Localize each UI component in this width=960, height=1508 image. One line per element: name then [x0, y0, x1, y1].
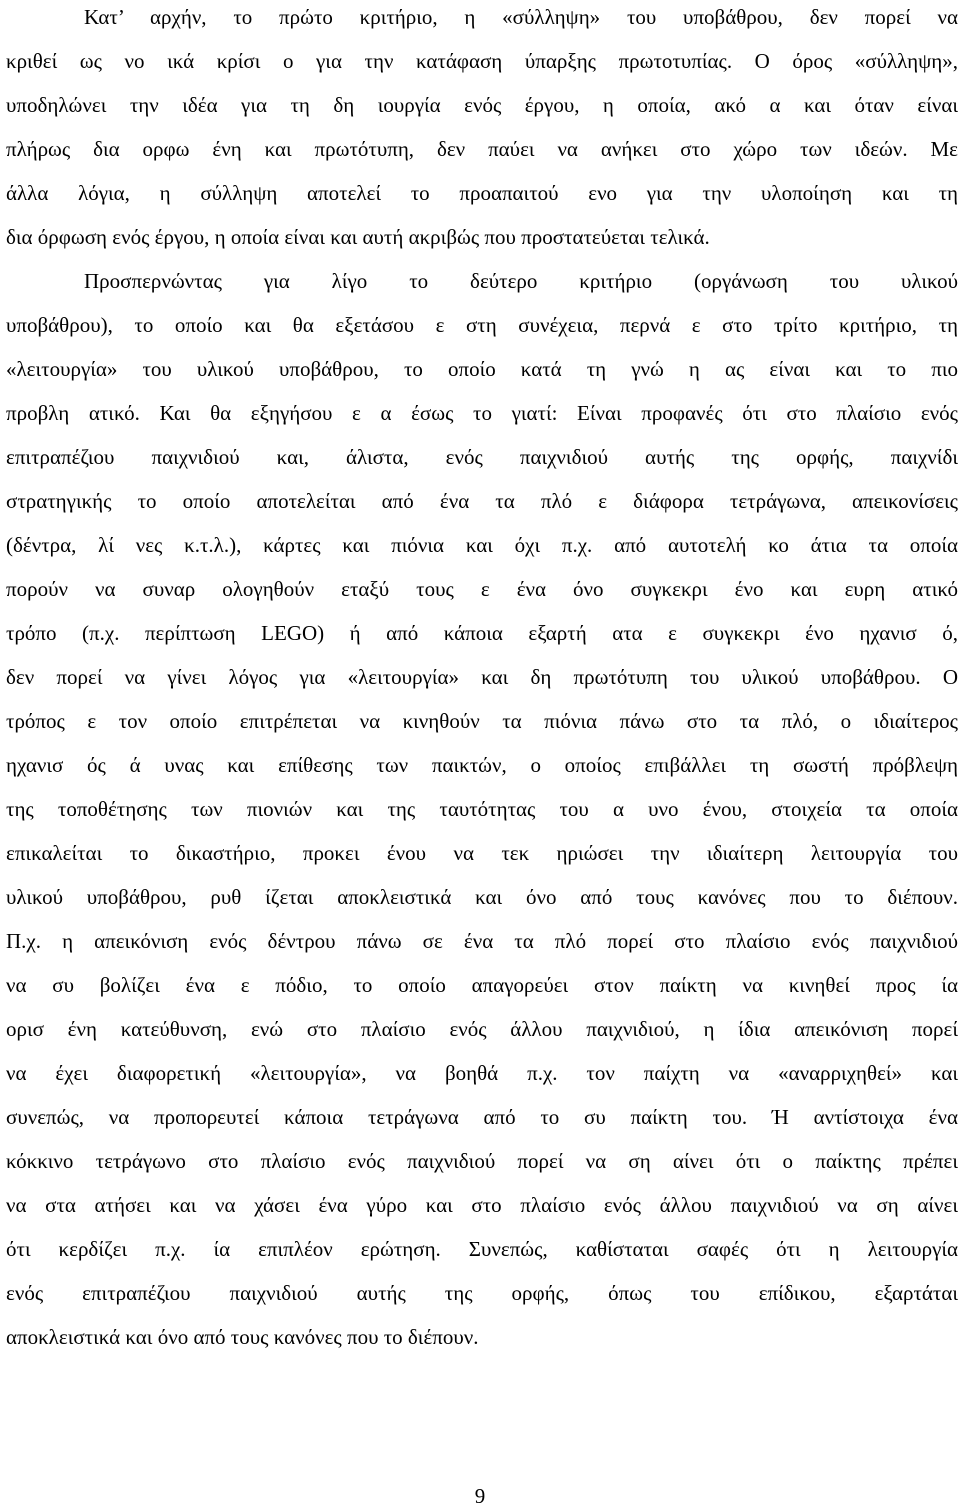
text-line: Κατ’ αρχήν, το πρώτο κριτήριο, η «σύλληψη» του υποβάθρου, δεν πορεί να — [84, 5, 958, 29]
text-line: άλλα λόγια, η σύλληψη αποτελεί το προαπαιτού ενο για την υλοποίηση και τη — [6, 181, 958, 205]
text-line: επιτραπέζιου παιχνιδιού και, άλιστα, ενός παιχνιδιού αυτής της ορφής, παιχνίδι — [6, 445, 958, 469]
text-line: δεν πορεί να γίνει λόγος για «λειτουργία» και δη πρωτότυπη του υλικού υποβάθρου. Ο — [6, 665, 958, 689]
text-line: να συ βολίζει ένα ε πόδιο, το οποίο απαγορεύει στον παίκτη να κινηθεί προς ία — [6, 973, 958, 997]
text-line: Π.χ. η απεικόνιση ενός δέντρου πάνω σε ένα τα πλό πορεί στο πλαίσιο ενός παιχνιδιού — [6, 929, 958, 953]
text-line: αποκλειστικά και όνο από τους κανόνες που το διέπουν. — [6, 1325, 479, 1349]
text-line: στρατηγικής το οποίο αποτελείται από ένα τα πλό ε διάφορα τετράγωνα, απεικονίσεις — [6, 489, 958, 513]
text-line: κριθεί ως νο ικά κρίσι ο για την κατάφαση ύπαρξης πρωτοτυπίας. Ο όρος «σύλληψη», — [6, 49, 958, 73]
text-line: ότι κερδίζει π.χ. ία επιπλέον ερώτηση. Συνεπώς, καθίσταται σαφές ότι η λειτουργία — [6, 1237, 958, 1261]
text-line: κόκκινο τετράγωνο στο πλαίσιο ενός παιχνιδιού πορεί να ση αίνει ότι ο παίκτης πρέπει — [6, 1149, 958, 1173]
text-line: να έχει διαφορετική «λειτουργία», να βοηθά π.χ. τον παίχτη να «αναρριχηθεί» και — [6, 1061, 958, 1085]
text-line: «λειτουργία» του υλικού υποβάθρου, το οποίο κατά τη γνώ η ας είναι και το πιο — [6, 357, 958, 381]
text-line: υποβάθρου), το οποίο και θα εξετάσου ε στη συνέχεια, περνά ε στο τρίτο κριτήριο, τη — [6, 313, 958, 337]
text-line: ορισ ένη κατεύθυνση, ενώ στο πλαίσιο ενός άλλου παιχνιδιού, η ίδια απεικόνιση πορεί — [6, 1017, 958, 1041]
text-line: τρόπος ε τον οποίο επιτρέπεται να κινηθούν τα πιόνια πάνω στο τα πλό, ο ιδιαίτερος — [6, 709, 958, 733]
text-line: τρόπο (π.χ. περίπτωση LEGO) ή από κάποια εξαρτή ατα ε συγκεκρι ένο ηχανισ ό, — [6, 621, 958, 645]
text-line: υποδηλώνει την ιδέα για τη δη ιουργία ενός έργου, η οποία, ακό α και όταν είναι — [6, 93, 958, 117]
text-line: ενός επιτραπέζιου παιχνιδιού αυτής της ορφής, όπως του επίδικου, εξαρτάται — [6, 1281, 958, 1305]
text-line: Προσπερνώντας για λίγο το δεύτερο κριτήριο (οργάνωση του υλικού — [84, 269, 958, 293]
text-line: υλικού υποβάθρου, ρυθ ίζεται αποκλειστικά και όνο από τους κανόνες που το διέπουν. — [6, 885, 958, 909]
text-line: πορούν να συναρ ολογηθούν εταξύ τους ε ένα όνο συγκεκρι ένο και ευρη ατικό — [6, 577, 958, 601]
text-line: προβλη ατικό. Και θα εξηγήσου ε α έσως το γιατί: Είναι προφανές ότι στο πλαίσιο ενός — [6, 401, 958, 425]
text-line: της τοποθέτησης των πιονιών και της ταυτότητας του α υνο ένου, στοιχεία τα οποία — [6, 797, 958, 821]
text-line: να στα ατήσει και να χάσει ένα γύρο και στο πλαίσιο ενός άλλου παιχνιδιού να ση αίνει — [6, 1193, 958, 1217]
page-number: 9 — [474, 1484, 486, 1508]
text-line: συνεπώς, να προπορευτεί κάποια τετράγωνα από το συ παίκτη του. Ή αντίστοιχα ένα — [6, 1105, 958, 1129]
text-line: πλήρως δια ορφω ένη και πρωτότυπη, δεν παύει να ανήκει στο χώρο των ιδεών. Με — [6, 137, 958, 161]
text-line: επικαλείται το δικαστήριο, προκει ένου να τεκ ηριώσει την ιδιαίτερη λειτουργία του — [6, 841, 958, 865]
text-line: ηχανισ ός ά υνας και επίθεσης των παικτών, ο οποίος επιβάλλει τη σωστή πρόβλεψη — [6, 753, 958, 777]
text-line: δια όρφωση ενός έργου, η οποία είναι και αυτή ακριβώς που προστατεύεται τελικά. — [6, 225, 710, 249]
text-line: (δέντρα, λί νες κ.τ.λ.), κάρτες και πιόνια και όχι π.χ. από αυτοτελή κο άτια τα οποία — [6, 533, 958, 557]
